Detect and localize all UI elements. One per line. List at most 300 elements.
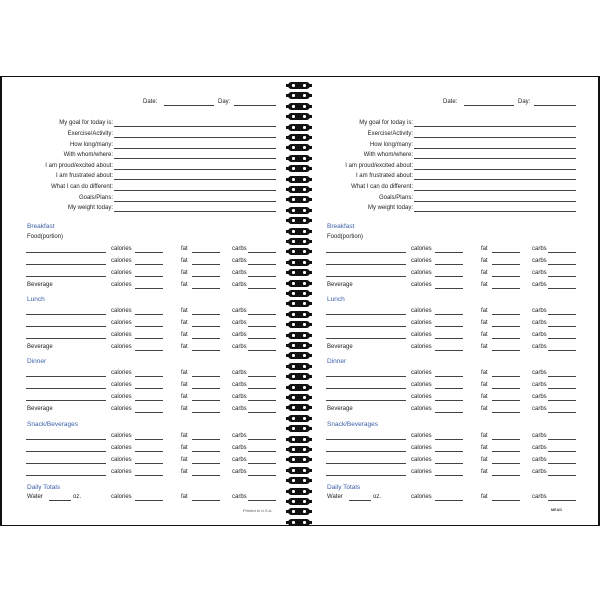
left-carbs-line[interactable] [248, 376, 276, 377]
right-fat-line[interactable] [492, 500, 520, 501]
spiral-coil [286, 352, 312, 360]
left-prompt-line[interactable] [114, 201, 276, 202]
right-carbs-line[interactable] [548, 314, 576, 315]
left-breakfast-heading: Breakfast [27, 223, 55, 230]
right-fat-label: fat [481, 370, 488, 376]
left-carbs-line[interactable] [248, 338, 276, 339]
right-fat-label: fat [481, 494, 488, 500]
left-calories-line[interactable] [135, 276, 163, 277]
left-prompt-label: My weight today: [67, 205, 113, 211]
left-food-line[interactable] [26, 475, 106, 476]
left-prompt-label: I am proud/excited about: [45, 163, 113, 169]
right-food-line[interactable] [326, 475, 406, 476]
right-carbs-line[interactable] [548, 475, 576, 476]
right-calories-line[interactable] [435, 252, 463, 253]
right-calories-label: calories [411, 370, 432, 376]
left-carbs-line[interactable] [248, 500, 276, 501]
left-carbs-label: carbs [232, 469, 247, 475]
right-fat-line[interactable] [492, 376, 520, 377]
left-prompt-label: With whom/where: [63, 152, 113, 158]
right-calories-line[interactable] [435, 500, 463, 501]
left-carbs-line[interactable] [248, 388, 276, 389]
right-calories-line[interactable] [435, 264, 463, 265]
right-calories-label: calories [411, 382, 432, 388]
left-carbs-label: carbs [232, 282, 247, 288]
right-fat-line[interactable] [492, 400, 520, 401]
right-prompt-label: I am frustrated about: [355, 173, 413, 179]
left-calories-line[interactable] [135, 288, 163, 289]
left-food-line[interactable] [26, 326, 106, 327]
left-carbs-label: carbs [232, 494, 247, 500]
right-calories-line[interactable] [435, 388, 463, 389]
right-prompt-line[interactable] [414, 148, 576, 149]
left-prompt-line[interactable] [114, 179, 276, 180]
left-food-line[interactable] [26, 252, 106, 253]
spiral-coil [286, 415, 312, 423]
right-fat-label: fat [481, 469, 488, 475]
left-carbs-line[interactable] [248, 264, 276, 265]
spiral-coil [286, 384, 312, 392]
right-fat-label: fat [481, 270, 488, 276]
right-food-line[interactable] [326, 326, 406, 327]
left-fat-label: fat [181, 258, 188, 264]
right-calories-label: calories [411, 258, 432, 264]
right-fat-label: fat [481, 394, 488, 400]
right-fat-label: fat [481, 433, 488, 439]
left-calories-label: calories [111, 282, 132, 288]
left-carbs-line[interactable] [248, 252, 276, 253]
left-fat-label: fat [181, 282, 188, 288]
right-food-line[interactable] [326, 388, 406, 389]
left-calories-line[interactable] [135, 252, 163, 253]
right-day-label: Day: [518, 99, 531, 105]
left-prompt-label: How long/many: [69, 142, 113, 148]
right-fat-label: fat [481, 258, 488, 264]
left-prompt-line[interactable] [114, 190, 276, 191]
spiral-coil [286, 425, 312, 433]
right-daily-totals-heading: Daily Totals [327, 484, 361, 491]
spiral-coil [286, 165, 312, 173]
right-calories-line[interactable] [435, 350, 463, 351]
right-calories-label: calories [411, 457, 432, 463]
left-dinner-heading: Dinner [27, 358, 47, 365]
right-fat-label: fat [481, 282, 488, 288]
left-carbs-line[interactable] [248, 463, 276, 464]
right-calories-label: calories [411, 282, 432, 288]
left-carbs-line[interactable] [248, 412, 276, 413]
left-carbs-line[interactable] [248, 314, 276, 315]
right-fat-line[interactable] [492, 288, 520, 289]
left-fat-line[interactable] [192, 400, 220, 401]
right-prompt-line[interactable] [414, 126, 576, 127]
left-carbs-label: carbs [232, 320, 247, 326]
right-prompt-line[interactable] [414, 169, 576, 170]
left-carbs-label: carbs [232, 445, 247, 451]
right-calories-label: calories [411, 445, 432, 451]
left-water-line[interactable] [49, 500, 71, 501]
right-water-line[interactable] [349, 500, 371, 501]
left-fat-line[interactable] [192, 314, 220, 315]
left-carbs-line[interactable] [248, 451, 276, 452]
right-fat-label: fat [481, 308, 488, 314]
right-carbs-label: carbs [532, 445, 547, 451]
right-fat-line[interactable] [492, 350, 520, 351]
right-beverage-label: Beverage [327, 282, 353, 288]
right-fat-line[interactable] [492, 314, 520, 315]
left-calories-line[interactable] [135, 350, 163, 351]
left-fat-line[interactable] [192, 264, 220, 265]
left-calories-line[interactable] [135, 376, 163, 377]
right-calories-line[interactable] [435, 376, 463, 377]
right-fat-line[interactable] [492, 264, 520, 265]
right-fat-label: fat [481, 445, 488, 451]
left-calories-label: calories [111, 246, 132, 252]
left-date-line[interactable] [164, 105, 214, 106]
left-prompt-line[interactable] [114, 158, 276, 159]
right-food-line[interactable] [326, 463, 406, 464]
left-water-label: Water [27, 494, 43, 500]
right-carbs-label: carbs [532, 457, 547, 463]
left-fat-line[interactable] [192, 500, 220, 501]
right-food-line[interactable] [326, 264, 406, 265]
right-carbs-label: carbs [532, 320, 547, 326]
left-calories-label: calories [111, 320, 132, 326]
spiral-coil [286, 103, 312, 111]
right-carbs-label: carbs [532, 258, 547, 264]
left-calories-line[interactable] [135, 500, 163, 501]
spiral-coil [286, 342, 312, 350]
right-fat-line[interactable] [492, 252, 520, 253]
right-calories-line[interactable] [435, 338, 463, 339]
left-carbs-label: carbs [232, 308, 247, 314]
right-prompt-label: What I can do different: [351, 184, 413, 190]
left-calories-line[interactable] [135, 463, 163, 464]
left-carbs-line[interactable] [248, 350, 276, 351]
right-carbs-label: carbs [532, 469, 547, 475]
left-calories-line[interactable] [135, 400, 163, 401]
left-calories-label: calories [111, 370, 132, 376]
spiral-coil [286, 519, 312, 527]
left-food-line[interactable] [26, 264, 106, 265]
right-food-line[interactable] [326, 314, 406, 315]
left-fat-line[interactable] [192, 276, 220, 277]
spiral-coil [286, 363, 312, 371]
spiral-coil [286, 228, 312, 236]
right-carbs-line[interactable] [548, 400, 576, 401]
left-carbs-label: carbs [232, 258, 247, 264]
left-calories-line[interactable] [135, 412, 163, 413]
left-carbs-label: carbs [232, 370, 247, 376]
right-food-line[interactable] [326, 439, 406, 440]
right-dinner-heading: Dinner [327, 358, 347, 365]
right-food-line[interactable] [326, 338, 406, 339]
right-food-line[interactable] [326, 276, 406, 277]
right-calories-label: calories [411, 469, 432, 475]
left-calories-label: calories [111, 344, 132, 350]
right-day-line[interactable] [534, 105, 576, 106]
left-daily-totals-heading: Daily Totals [27, 484, 61, 491]
right-calories-line[interactable] [435, 400, 463, 401]
right-carbs-line[interactable] [548, 439, 576, 440]
right-food-line[interactable] [326, 451, 406, 452]
spiral-coil [286, 248, 312, 256]
left-snack-heading: Snack/Beverages [27, 421, 78, 428]
right-carbs-label: carbs [532, 406, 547, 412]
left-prompt-line[interactable] [114, 137, 276, 138]
right-carbs-line[interactable] [548, 288, 576, 289]
left-lunch-heading: Lunch [27, 296, 45, 303]
left-food-portion-label: Food(portion) [27, 234, 64, 240]
left-fat-line[interactable] [192, 439, 220, 440]
right-food-line[interactable] [326, 252, 406, 253]
left-fat-label: fat [181, 344, 188, 350]
right-fat-line[interactable] [492, 326, 520, 327]
left-calories-line[interactable] [135, 264, 163, 265]
right-carbs-line[interactable] [548, 500, 576, 501]
left-fat-line[interactable] [192, 288, 220, 289]
left-carbs-label: carbs [232, 406, 247, 412]
right-fat-line[interactable] [492, 412, 520, 413]
left-prompt-label: Goals/Plans: [78, 195, 113, 201]
right-calories-line[interactable] [435, 475, 463, 476]
right-prompt-line[interactable] [414, 211, 576, 212]
left-carbs-line[interactable] [248, 276, 276, 277]
left-date-label: Date: [143, 99, 158, 105]
right-fat-label: fat [481, 246, 488, 252]
right-carbs-line[interactable] [548, 412, 576, 413]
right-carbs-label: carbs [532, 308, 547, 314]
left-food-line[interactable] [26, 463, 106, 464]
left-oz-label: oz. [73, 494, 82, 500]
right-fat-label: fat [481, 457, 488, 463]
right-water-label: Water [327, 494, 343, 500]
spiral-coil [286, 259, 312, 267]
right-carbs-line[interactable] [548, 388, 576, 389]
right-fat-line[interactable] [492, 338, 520, 339]
right-fat-line[interactable] [492, 439, 520, 440]
spiral-coil [286, 373, 312, 381]
right-prompt-line[interactable] [414, 201, 576, 202]
right-calories-line[interactable] [435, 451, 463, 452]
spiral-coil [286, 321, 312, 329]
left-fat-line[interactable] [192, 376, 220, 377]
right-carbs-label: carbs [532, 394, 547, 400]
left-food-line[interactable] [26, 439, 106, 440]
left-prompt-line[interactable] [114, 211, 276, 212]
left-carbs-line[interactable] [248, 439, 276, 440]
spiral-coil [286, 394, 312, 402]
left-food-line[interactable] [26, 276, 106, 277]
left-calories-label: calories [111, 469, 132, 475]
right-calories-label: calories [411, 270, 432, 276]
left-calories-label: calories [111, 433, 132, 439]
right-carbs-label: carbs [532, 270, 547, 276]
left-fat-label: fat [181, 494, 188, 500]
right-calories-line[interactable] [435, 326, 463, 327]
spiral-coil [286, 404, 312, 412]
left-fat-line[interactable] [192, 412, 220, 413]
left-day-label: Day: [218, 99, 231, 105]
left-fat-label: fat [181, 270, 188, 276]
right-carbs-line[interactable] [548, 264, 576, 265]
left-fat-label: fat [181, 394, 188, 400]
right-calories-label: calories [411, 344, 432, 350]
left-fat-label: fat [181, 370, 188, 376]
left-carbs-line[interactable] [248, 475, 276, 476]
left-carbs-line[interactable] [248, 326, 276, 327]
right-calories-line[interactable] [435, 314, 463, 315]
left-calories-line[interactable] [135, 451, 163, 452]
right-calories-label: calories [411, 433, 432, 439]
right-carbs-line[interactable] [548, 350, 576, 351]
right-fat-line[interactable] [492, 475, 520, 476]
left-fat-label: fat [181, 246, 188, 252]
right-carbs-label: carbs [532, 344, 547, 350]
spiral-coil [286, 155, 312, 163]
left-fat-line[interactable] [192, 338, 220, 339]
right-prompt-line[interactable] [414, 190, 576, 191]
left-calories-label: calories [111, 270, 132, 276]
left-beverage-label: Beverage [27, 344, 53, 350]
right-calories-label: calories [411, 406, 432, 412]
right-prompt-label: Exercise/Activity: [367, 131, 413, 137]
right-carbs-line[interactable] [548, 252, 576, 253]
right-carbs-line[interactable] [548, 376, 576, 377]
left-fat-label: fat [181, 320, 188, 326]
left-calories-label: calories [111, 258, 132, 264]
right-calories-label: calories [411, 308, 432, 314]
right-beverage-label: Beverage [327, 406, 353, 412]
right-carbs-line[interactable] [548, 326, 576, 327]
right-breakfast-heading: Breakfast [327, 223, 355, 230]
left-calories-label: calories [111, 406, 132, 412]
left-fat-line[interactable] [192, 326, 220, 327]
right-fat-label: fat [481, 332, 488, 338]
right-carbs-line[interactable] [548, 276, 576, 277]
spiral-coil [286, 508, 312, 516]
left-carbs-label: carbs [232, 382, 247, 388]
left-prompt-line[interactable] [114, 148, 276, 149]
left-calories-label: calories [111, 457, 132, 463]
right-calories-label: calories [411, 246, 432, 252]
left-prompt-line[interactable] [114, 126, 276, 127]
right-carbs-line[interactable] [548, 451, 576, 452]
spiral-coil [286, 217, 312, 225]
left-fat-line[interactable] [192, 475, 220, 476]
left-food-line[interactable] [26, 400, 106, 401]
left-calories-line[interactable] [135, 388, 163, 389]
left-calories-line[interactable] [135, 475, 163, 476]
right-calories-label: calories [411, 332, 432, 338]
right-prompt-line[interactable] [414, 137, 576, 138]
right-carbs-label: carbs [532, 246, 547, 252]
left-carbs-label: carbs [232, 433, 247, 439]
left-food-line[interactable] [26, 376, 106, 377]
spiral-coil [286, 280, 312, 288]
left-calories-label: calories [111, 308, 132, 314]
printed-in-usa: Printed in U.S.A. [243, 508, 273, 513]
right-beverage-label: Beverage [327, 344, 353, 350]
left-fat-line[interactable] [192, 252, 220, 253]
right-calories-line[interactable] [435, 412, 463, 413]
left-beverage-label: Beverage [27, 282, 53, 288]
right-prompt-line[interactable] [414, 179, 576, 180]
left-calories-line[interactable] [135, 314, 163, 315]
left-beverage-label: Beverage [27, 406, 53, 412]
left-fat-line[interactable] [192, 463, 220, 464]
right-carbs-label: carbs [532, 370, 547, 376]
right-carbs-line[interactable] [548, 463, 576, 464]
left-prompt-line[interactable] [114, 169, 276, 170]
right-calories-line[interactable] [435, 439, 463, 440]
right-prompt-line[interactable] [414, 158, 576, 159]
spiral-coil [286, 456, 312, 464]
left-prompt-label: I am frustrated about: [55, 173, 113, 179]
spiral-coil [286, 196, 312, 204]
spiral-coil [286, 82, 312, 90]
left-fat-line[interactable] [192, 451, 220, 452]
right-page [312, 76, 599, 526]
left-fat-label: fat [181, 469, 188, 475]
left-fat-label: fat [181, 433, 188, 439]
right-food-portion-label: Food(portion) [327, 234, 364, 240]
left-food-line[interactable] [26, 451, 106, 452]
right-food-line[interactable] [326, 400, 406, 401]
left-calories-line[interactable] [135, 326, 163, 327]
spiral-coil [286, 290, 312, 298]
spiral-coil [286, 144, 312, 152]
left-day-line[interactable] [234, 105, 276, 106]
right-calories-line[interactable] [435, 288, 463, 289]
left-calories-label: calories [111, 494, 132, 500]
right-fat-line[interactable] [492, 463, 520, 464]
left-carbs-line[interactable] [248, 400, 276, 401]
spiral-coil [286, 477, 312, 485]
left-carbs-label: carbs [232, 270, 247, 276]
spiral-coil [286, 311, 312, 319]
left-calories-line[interactable] [135, 439, 163, 440]
left-prompt-label: What I can do different: [51, 184, 113, 190]
left-carbs-line[interactable] [248, 288, 276, 289]
right-prompt-label: I am proud/excited about: [345, 163, 413, 169]
right-calories-line[interactable] [435, 463, 463, 464]
left-food-line[interactable] [26, 314, 106, 315]
right-carbs-line[interactable] [548, 338, 576, 339]
right-calories-label: calories [411, 494, 432, 500]
right-fat-line[interactable] [492, 388, 520, 389]
right-food-line[interactable] [326, 376, 406, 377]
right-fat-line[interactable] [492, 451, 520, 452]
right-prompt-label: Goals/Plans: [378, 195, 413, 201]
left-calories-label: calories [111, 382, 132, 388]
left-fat-label: fat [181, 445, 188, 451]
right-prompt-label: My weight today: [367, 205, 413, 211]
left-fat-line[interactable] [192, 350, 220, 351]
left-food-line[interactable] [26, 388, 106, 389]
left-carbs-label: carbs [232, 394, 247, 400]
right-prompt-label: With whom/where: [363, 152, 413, 158]
left-food-line[interactable] [26, 338, 106, 339]
left-fat-line[interactable] [192, 388, 220, 389]
right-calories-line[interactable] [435, 276, 463, 277]
left-calories-line[interactable] [135, 338, 163, 339]
right-fat-line[interactable] [492, 276, 520, 277]
right-carbs-label: carbs [532, 382, 547, 388]
right-carbs-label: carbs [532, 494, 547, 500]
left-carbs-label: carbs [232, 332, 247, 338]
right-date-line[interactable] [464, 105, 514, 106]
spiral-coil [286, 488, 312, 496]
